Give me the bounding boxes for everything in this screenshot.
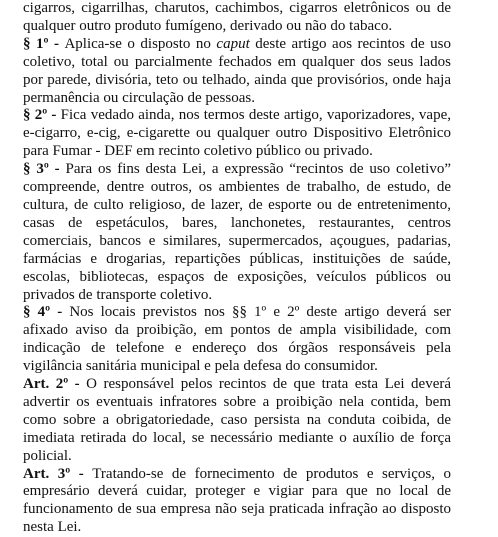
text-run: e-cigarro, e-cig, e-cigarette ou qualquer outro Dispositivo Eletrônico [23, 125, 451, 142]
text-line [23, 304, 451, 322]
text-line [23, 501, 451, 519]
text-run: advertir os eventuais infratores sobre a proibição nela contida, bem [23, 393, 451, 410]
text-run: escolas, bibliotecas, espaços de exposições, veículos públicos ou [23, 268, 451, 285]
text-line [23, 322, 451, 340]
text-run: nesta Lei. [23, 519, 82, 536]
text-run: vigilância sanitária municipal e pela defesa do consumidor. [23, 358, 378, 375]
text-line [23, 54, 451, 72]
text-line [23, 269, 451, 287]
text-run: deste artigo aos recintos de uso [249, 35, 451, 52]
text-line [23, 287, 451, 305]
section-label: Art. 2º - [23, 376, 87, 393]
text-run: privados de transporte coletivo. [23, 286, 213, 303]
text-line [23, 430, 451, 448]
text-run: Nos locais previstos nos §§ 1º e 2º deste artigo deverá ser [69, 304, 451, 321]
text-line [23, 161, 451, 179]
text-line [23, 412, 451, 430]
text-line [23, 197, 451, 215]
text-line [23, 519, 451, 537]
text-line [23, 358, 451, 376]
text-run: por parede, divisória, teto ou telhado, ainda que provisórios, onde haja [23, 71, 451, 88]
text-line [23, 233, 451, 251]
text-line [23, 394, 451, 412]
text-run: policial. [23, 447, 72, 464]
section-label: § 1º - [23, 35, 65, 52]
text-run: Fica vedado ainda, nos termos deste artigo, vaporizadores, vape, [60, 107, 451, 124]
document-body [23, 0, 451, 537]
text-run: para Fumar - DEF em recinto coletivo público ou privado. [23, 143, 373, 160]
text-run: coletivo, total ou parcialmente fechados em qualquer dos seus lados [23, 53, 451, 70]
text-line [23, 143, 451, 161]
text-line [23, 36, 451, 54]
text-run: afixado aviso da proibição, em pontos de ampla visibilidade, com [23, 322, 451, 339]
text-run: qualquer outro produto fumígeno, derivado ou não do tabaco. [23, 17, 393, 34]
text-run: casas de espetáculos, bares, lanchonetes, restaurantes, centros [23, 214, 451, 231]
text-run: O responsável pelos recintos de que trata esta Lei deverá [86, 376, 452, 393]
text-line [23, 90, 451, 108]
text-run: indicação de telefone e endereço dos órgãos responsáveis pela [23, 340, 451, 357]
section-label: § 4º - [23, 304, 70, 321]
text-run: cigarros, cigarrilhas, charutos, cachimbos, cigarros eletrônicos ou de [23, 0, 451, 16]
text-run: como sobre a obrigatoriedade, caso persista na conduta coibida, de [23, 411, 451, 428]
text-run: funcionamento de sua empresa não seja praticada infração ao disposto [23, 501, 451, 518]
text-line [23, 448, 451, 466]
text-run: imediata retirada do local, se necessário mediante o auxílio de força [23, 429, 451, 446]
text-run: comerciais, bancos e similares, supermercados, açougues, padarias, [23, 232, 451, 249]
text-line [23, 376, 451, 394]
text-line [23, 0, 451, 18]
text-line [23, 72, 451, 90]
section-label: § 3º - [23, 161, 66, 178]
text-line [23, 483, 451, 501]
italic-term: caput [216, 35, 250, 52]
section-label: Art. 3º - [23, 465, 93, 482]
section-label: § 2º - [23, 107, 61, 124]
text-line [23, 107, 451, 125]
text-run: Tratando-se de fornecimento de produtos e serviços, o [92, 465, 451, 482]
text-run: permanência ou circulação de pessoas. [23, 89, 255, 106]
text-line [23, 251, 451, 269]
text-line [23, 340, 451, 358]
text-run: cultura, de culto religioso, de lazer, de esporte ou de entretenimento, [23, 196, 451, 213]
text-line [23, 215, 451, 233]
text-run: compreende, dentre outros, os ambientes de trabalho, de estudo, de [23, 179, 451, 196]
text-run: empresário deverá cuidar, proteger e vigiar para que no local de [23, 483, 451, 500]
text-run: Aplica-se o disposto no [64, 35, 217, 52]
text-line [23, 18, 451, 36]
text-line [23, 125, 451, 143]
text-run: farmácias e drogarias, repartições públicas, instituições de saúde, [23, 250, 451, 267]
text-line [23, 179, 451, 197]
text-line [23, 466, 451, 484]
text-run: Para os fins desta Lei, a expressão “recintos de uso coletivo” [65, 161, 451, 178]
